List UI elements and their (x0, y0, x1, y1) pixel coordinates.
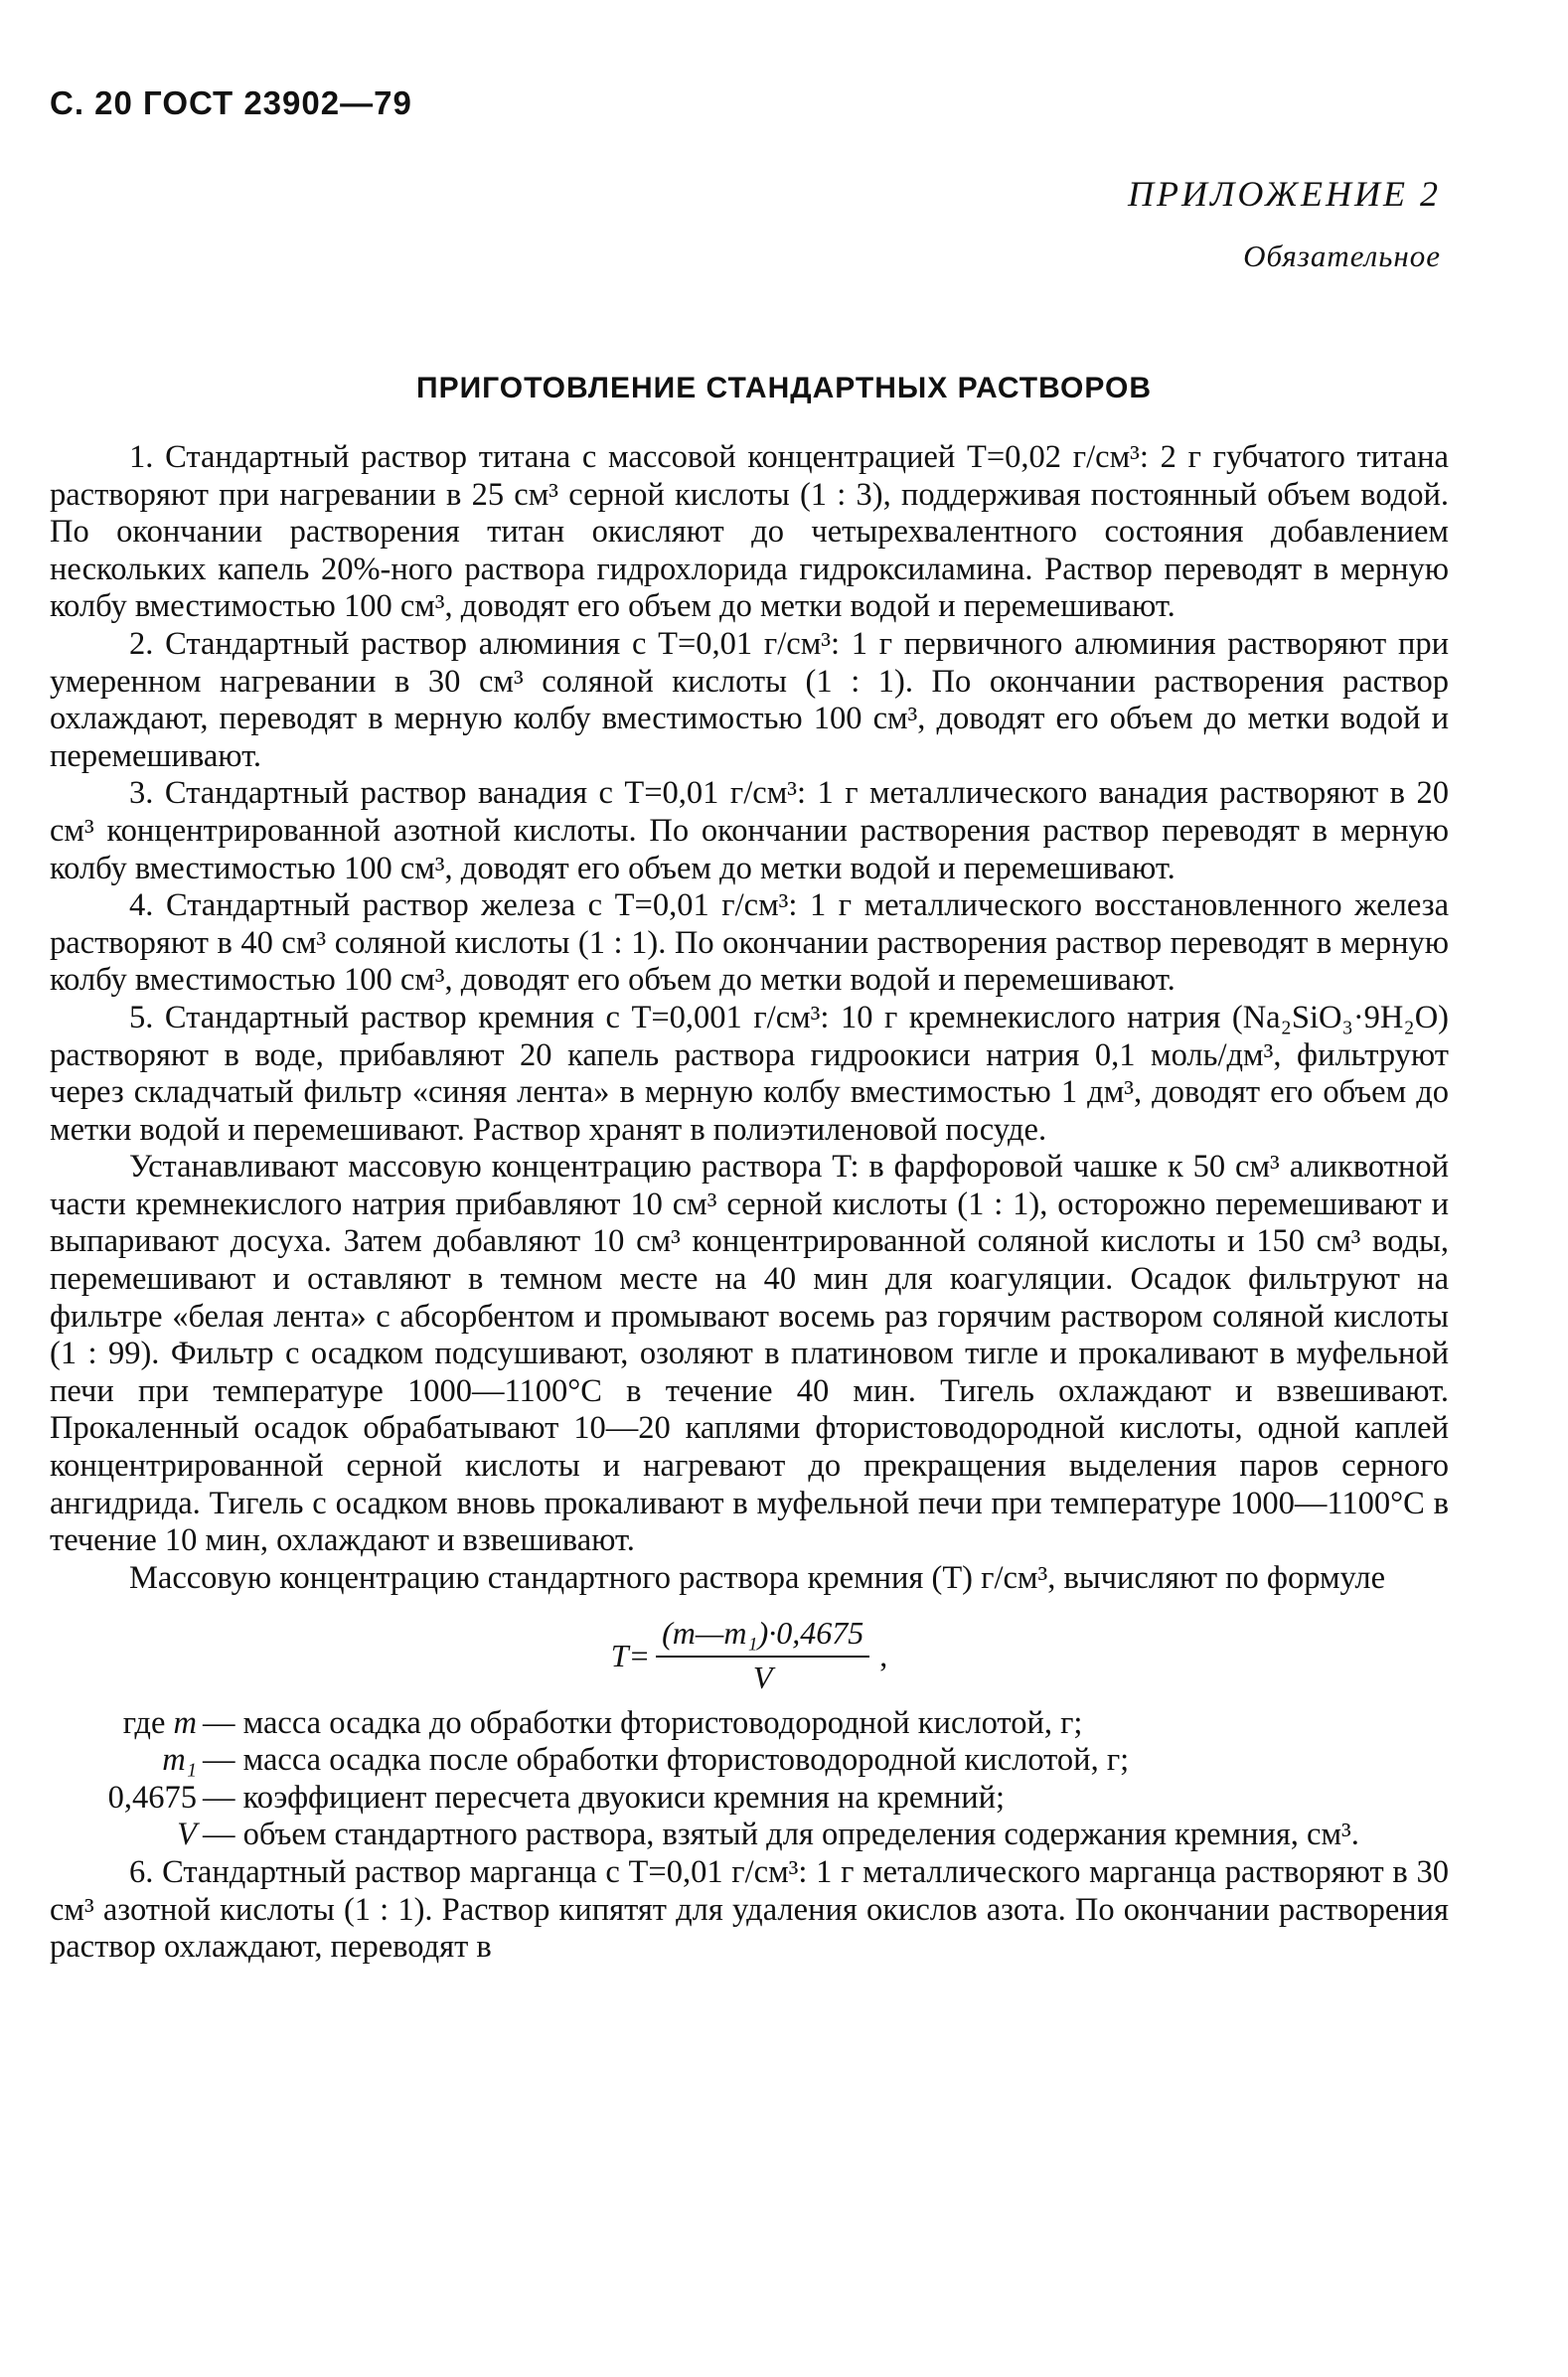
definition-text: — масса осадка до обработки фтористоводородной кислотой, г; (203, 1704, 1083, 1741)
definition-symbol: m₁ (162, 1742, 197, 1779)
formula-lhs: T= (610, 1637, 651, 1673)
definition-row (50, 1705, 1449, 1743)
appendix-label (1128, 173, 1441, 274)
appendix-subtitle: Обязательное (1243, 238, 1441, 273)
paragraph-iron: 4. Стандартный раствор железа с T=0,01 г/см³: 1 г металлического восстановленного железа растворяют в 40 см³ соляной кислоты (1 : 1). По окончании растворения раствор переводят в мерную колбу вместимостью 100 см³, доводят его объем до метки водой и перемешивают. (50, 887, 1449, 999)
definition-symbol: m (173, 1704, 197, 1741)
concentration-formula (50, 1615, 1449, 1696)
definition-row (50, 1780, 1449, 1818)
document-body (50, 439, 1449, 1967)
formula-trailing: , (879, 1637, 888, 1673)
appendix-title: ПРИЛОЖЕНИЕ 2 (1128, 174, 1441, 214)
paragraph-silicon: 5. Стандартный раствор кремния с T=0,001 г/см³: 10 г кремнекислого натрия (Na₂SiO₃·9H₂O) растворяют в воде, прибавляют 20 капель раствора гидроокиси натрия 0,1 моль/дм³, фильтруют через складчатый фильтр «синяя лента» в мерную колбу вместимостью 1 дм³, доводят его объем до метки водой и перемешивают. Раствор хранят в полиэтиленовой посуде. (50, 999, 1449, 1148)
definition-row (50, 1742, 1449, 1780)
paragraph-titanium: 1. Стандартный раствор титана с массовой концентрацией T=0,02 г/см³: 2 г губчатого титана растворяют при нагревании в 25 см³ серной кислоты (1 : 3), поддерживая постоянный объем водой. По окончании растворения титан окисляют до четырехвалентного состояния добавлением нескольких капель 20%-ного раствора гидрохлорида гидроксиламина. Раствор переводят в мерную колбу вместимостью 100 см³, доводят его объем до метки водой и перемешивают. (50, 439, 1449, 625)
definition-prefix: где (122, 1704, 174, 1741)
paragraph-formula-intro: Массовую концентрацию стандартного раствора кремния (T) г/см³, вычисляют по формуле (129, 1559, 1386, 1596)
formula-numerator: (m—m₁)·0,4675 (656, 1615, 869, 1658)
paragraph-aluminium: 2. Стандартный раствор алюминия с T=0,01 г/см³: 1 г первичного алюминия растворяют при умеренном нагревании в 30 см³ соляной кислоты (1 : 1). По окончании растворения раствор охлаждают, переводят в мерную колбу вместимостью 100 см³, доводят его объем до метки водой и перемешивают. (50, 625, 1449, 774)
definition-symbol: V (177, 1817, 197, 1853)
paragraph-manganese: 6. Стандартный раствор марганца с T=0,01 г/см³: 1 г металлического марганца растворяют в 30 см³ азотной кислоты (1 : 1). Раствор кипятят для удаления окислов азота. По окончании растворения раствор охлаждают, переводят в (50, 1853, 1449, 1966)
definition-prefix: 0,4675 (107, 1779, 197, 1816)
formula-fraction (656, 1615, 869, 1696)
definition-text: — коэффициент пересчета двуокиси кремния на кремний; (203, 1779, 1006, 1816)
formula-denominator: V (752, 1660, 773, 1695)
paragraph-vanadium: 3. Стандартный раствор ванадия с T=0,01 г/см³: 1 г металлического ванадия растворяют в 20 см³ концентрированной азотной кислоты. По окончании растворения раствор переводят в мерную колбу вместимостью 100 см³, доводят его объем до метки водой и перемешивают. (50, 775, 1449, 886)
definition-text: — объем стандартного раствора, взятый для определения содержания кремния, см³. (203, 1817, 1359, 1853)
definition-text: — масса осадка после обработки фтористоводородной кислотой, г; (203, 1742, 1130, 1779)
page-header: С. 20 ГОСТ 23902—79 (50, 84, 412, 121)
document-title: ПРИГОТОВЛЕНИЕ СТАНДАРТНЫХ РАСТВОРОВ (416, 372, 1152, 404)
definition-row (50, 1817, 1449, 1854)
variable-definitions (50, 1705, 1449, 1854)
paragraph-concentration-procedure: Устанавливают массовую концентрацию раствора T: в фарфоровой чашке к 50 см³ аликвотной части кремнекислого натрия прибавляют 10 см³ серной кислоты (1 : 1), осторожно перемешивают и выпаривают досуха. Затем добавляют 10 см³ концентрированной соляной кислоты и 150 см³ воды, перемешивают и оставляют в темном месте на 40 мин для коагуляции. Осадок фильтруют на фильтре «белая лента» с абсорбентом и промывают восемь раз горячим раствором соляной кислоты (1 : 99). Фильтр с осадком подсушивают, озоляют в платиновом тигле и прокаливают в муфельной печи при температуре 1000—1100°С в течение 40 мин. Тигель охлаждают и взвешивают. Прокаленный осадок обрабатывают 10—20 каплями фтористоводородной кислоты, одной каплей концентрированной серной кислоты и нагревают до прекращения выделения паров серного ангидрида. Тигель с осадком вновь прокаливают в муфельной печи при температуре 1000—1100°С в течение 10 мин, охлаждают и взвешивают. (50, 1149, 1449, 1559)
